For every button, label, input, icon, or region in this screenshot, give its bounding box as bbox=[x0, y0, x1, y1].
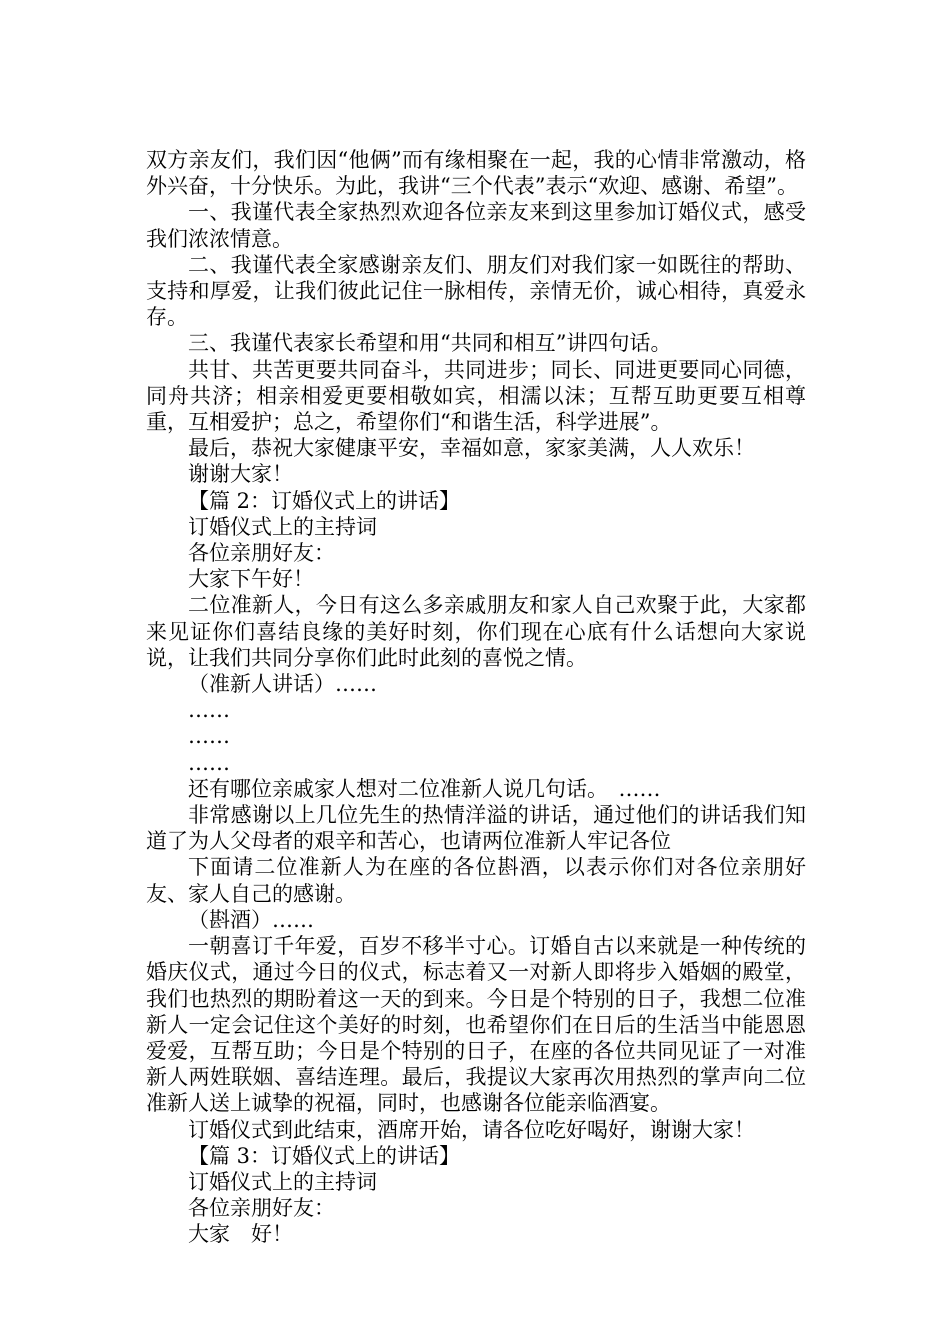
paragraph-relatives-words: 还有哪位亲戚家人想对二位准新人说几句话。 …… bbox=[188, 776, 661, 801]
paragraph-ellipsis: …… bbox=[188, 724, 230, 749]
paragraph-ellipsis: …… bbox=[188, 750, 230, 775]
paragraph-welcome: 一、我谨代表全家热烈欢迎各位亲友来到这里参加订婚仪式，感受我们浓浓情意。 bbox=[146, 200, 806, 251]
paragraph-blessing: 一朝喜订千年爱，百岁不移半寸心。订婚自古以来就是一种传统的婚庆仪式，通过今日的仪式，标志着又一对新人即将步入婚姻的殿堂，我们也热烈的期盼着这一天的到来。今日是个特别的日子，我想二位准新人一定会记住这个美好的时刻，也希望你们在日后的生活当中能恩恩爱爱，互帮互助；今日是个特别的日子，在座的各位共同见证了一对准新人两姓联姻、喜结连理。最后，我提议大家再次用热烈的掌声向二位准新人送上诚挚的祝福，同时，也感谢各位能亲临酒宴。 bbox=[146, 934, 806, 1116]
section-subtitle-2: 订婚仪式上的主持词 bbox=[188, 514, 377, 539]
paragraph-couple-invitation: 二位准新人，今日有这么多亲戚朋友和家人自己欢聚于此，大家都来见证你们喜结良缘的美好时刻，你们现在心底有什么话想向大家说说，让我们共同分享你们此时此刻的喜悦之情。 bbox=[146, 593, 806, 670]
paragraph-four-sentences: 共甘、共苦更要共同奋斗，共同进步；同长、同进更要同心同德，同舟共济；相亲相爱更要相敬如宾，相濡以沫；互帮互助更要互相尊重，互相爱护；总之，希望你们“和谐生活，科学进展”。 bbox=[146, 357, 806, 435]
paragraph-hello-3: 大家 好！ bbox=[188, 1222, 293, 1247]
paragraph-greeting-3: 各位亲朋好友： bbox=[188, 1196, 335, 1221]
section-subtitle-3: 订婚仪式上的主持词 bbox=[188, 1169, 377, 1194]
paragraph-pour-wine: 下面请二位准新人为在座的各位斟酒，以表示你们对各位亲朋好友、家人自己的感谢。 bbox=[146, 855, 806, 906]
paragraph-hope: 三、我谨代表家长希望和用“共同和相互”讲四句话。 bbox=[188, 331, 672, 356]
paragraph-ellipsis: …… bbox=[188, 698, 230, 723]
paragraph-greeting: 各位亲朋好友： bbox=[188, 541, 335, 566]
paragraph-couple-speech: （准新人讲话）…… bbox=[188, 672, 377, 697]
paragraph-pouring: （斟酒）…… bbox=[188, 907, 314, 932]
section-heading-2: 【篇 2：订婚仪式上的讲话】 bbox=[188, 488, 461, 513]
paragraph-thank-you: 谢谢大家！ bbox=[188, 462, 293, 487]
paragraph-good-afternoon: 大家下午好！ bbox=[188, 567, 314, 592]
section-heading-3: 【篇 3：订婚仪式上的讲话】 bbox=[188, 1143, 461, 1168]
paragraph-ceremony-end: 订婚仪式到此结束，酒席开始，请各位吃好喝好，谢谢大家！ bbox=[188, 1117, 755, 1142]
paragraph-thanks: 二、我谨代表全家感谢亲友们、朋友们对我们家一如既往的帮助、支持和厚爱，让我们彼此记住一脉相传，亲情无价，诚心相待，真爱永存。 bbox=[146, 252, 806, 330]
paragraph-closing-wishes: 最后，恭祝大家健康平安，幸福如意，家家美满，人人欢乐！ bbox=[188, 436, 755, 461]
paragraph-intro: 双方亲友们，我们因“他俩”而有缘相聚在一起，我的心情非常激动，格外兴奋，十分快乐。为此，我讲“三个代表”表示“欢迎、感谢、希望”。 bbox=[146, 148, 806, 199]
paragraph-gratitude-speakers: 非常感谢以上几位先生的热情洋溢的讲话，通过他们的讲话我们知道了为人父母者的艰辛和苦心，也请两位准新人牢记各位 bbox=[146, 803, 806, 854]
document-page bbox=[146, 147, 806, 1248]
